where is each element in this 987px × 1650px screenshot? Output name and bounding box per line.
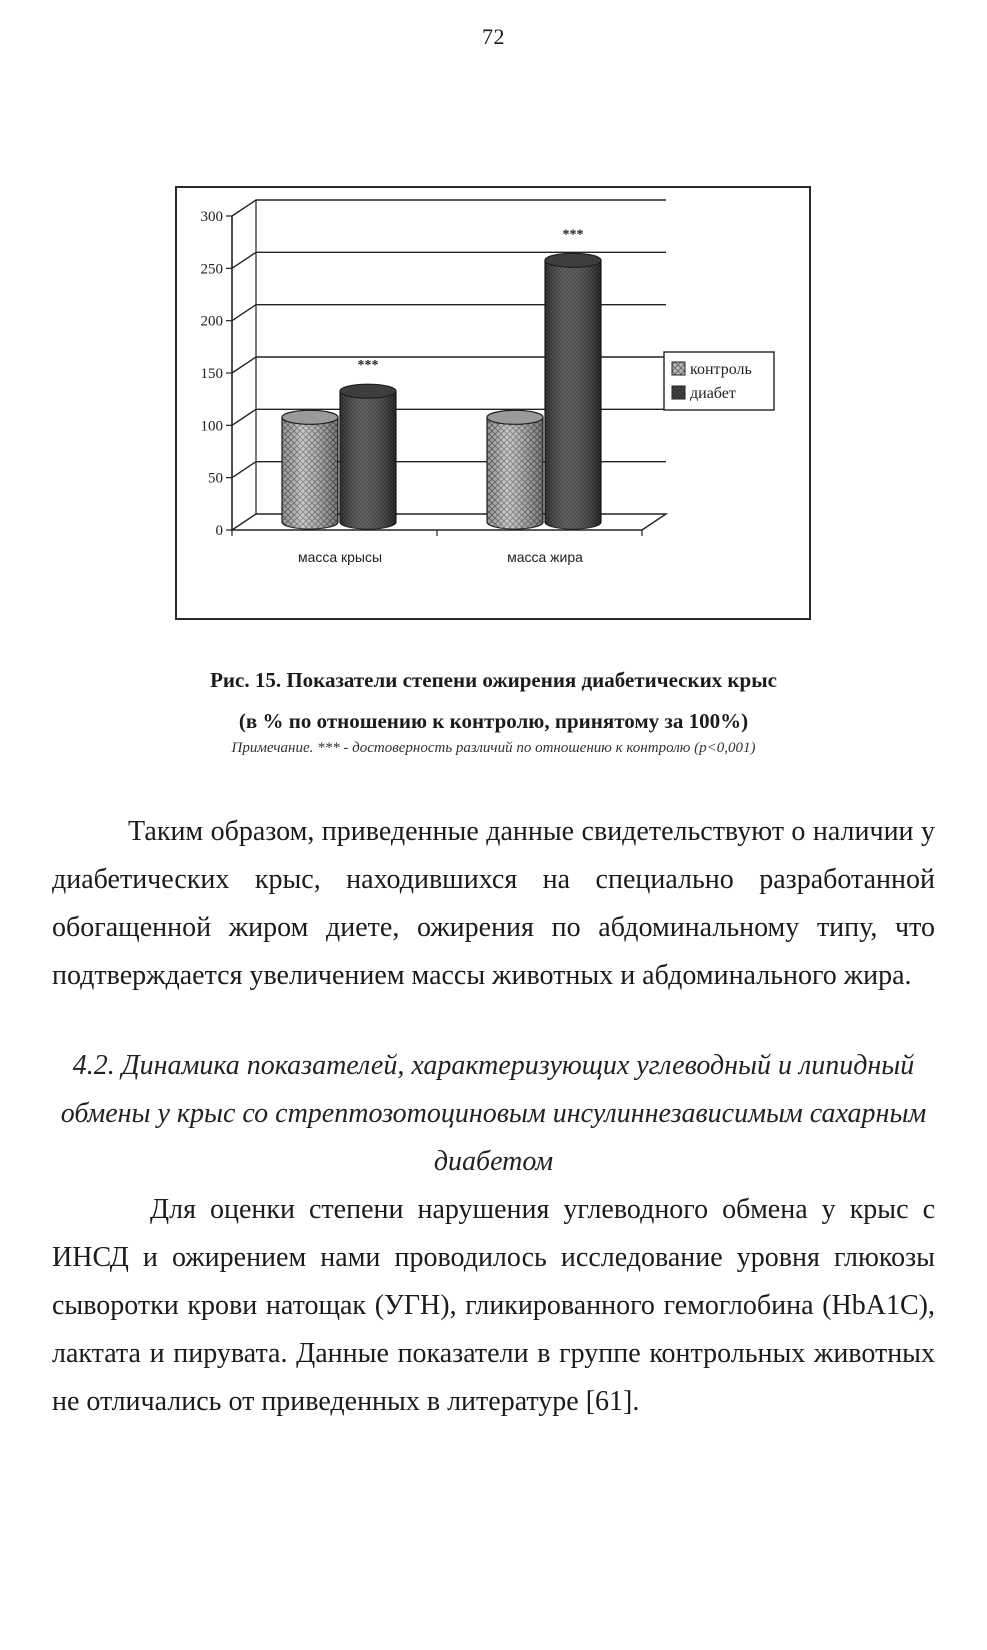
significance-mark: *** [357,358,379,374]
x-category-label: масса крысы [297,549,383,565]
legend-label: диабет [690,385,736,402]
bar-top [545,253,601,267]
x-category-label: масса жира [507,549,583,565]
bar-diabet [340,384,396,529]
paragraph-methods: Для оценки степени нарушения углеводного обмена у крыс с ИНСД и ожирением нами проводилось исследование уровня глюкозы сыворотки крови натощак (УГН), гликированного гемоглобина (HbA1C), лактата и пирувата. Данные показатели в группе контрольных животных не отличались от приведенных в литературе [61]. [52,1194,935,1417]
legend-swatch [672,362,685,375]
section-heading: 4.2. Динамика показателей, характеризующих углеводный и липидный обмены у крыс со стрептозотоциновым инсулиннезависимым сахарным диабетом [60,1050,927,1177]
bar-diabet [545,253,601,529]
y-tick-label: 150 [200,366,223,382]
significance-mark: *** [562,227,584,243]
y-tick-label: 50 [208,470,223,487]
bar-shading [282,417,338,529]
y-tick-label: 0 [215,523,223,539]
bar-shading [340,391,396,529]
bar-shading [487,417,543,529]
y-tick-label: 250 [200,261,223,278]
chart-svg [177,188,809,618]
legend-label: контроль [690,361,752,378]
y-tick-labels [201,209,224,539]
page-number: 72 [482,24,505,49]
y-tick-label: 100 [200,418,223,435]
bar-top [282,410,338,424]
chart-bars [282,253,601,529]
y-tick-label: 300 [200,209,223,225]
bar-control [487,410,543,529]
bar-top [487,410,543,424]
bar-top [340,384,396,398]
figure-caption-subtitle: (в % по отношению к контролю, принятому за 100%) [238,709,749,733]
x-category-labels [298,549,583,565]
chart-legend [664,352,774,410]
bar-control [282,410,338,529]
bar-shading [545,260,601,529]
figure-caption-title: Рис. 15. Показатели степени ожирения диабетических крыс [210,668,777,692]
gridline [232,200,666,216]
legend-swatch [672,386,685,399]
y-tick-label: 200 [200,313,223,330]
bar-chart [175,186,811,620]
figure-caption-note: Примечание. *** - достоверность различий по отношению к контролю (p<0,001) [231,740,756,756]
paragraph-conclusion: Таким образом, приведенные данные свидетельствуют о наличии у диабетических крыс, находившихся на специально разработанной обогащенной жиром диете, ожирения по абдоминальному типу, что подтверждается увеличением массы животных и абдоминального жира. [52,816,935,991]
